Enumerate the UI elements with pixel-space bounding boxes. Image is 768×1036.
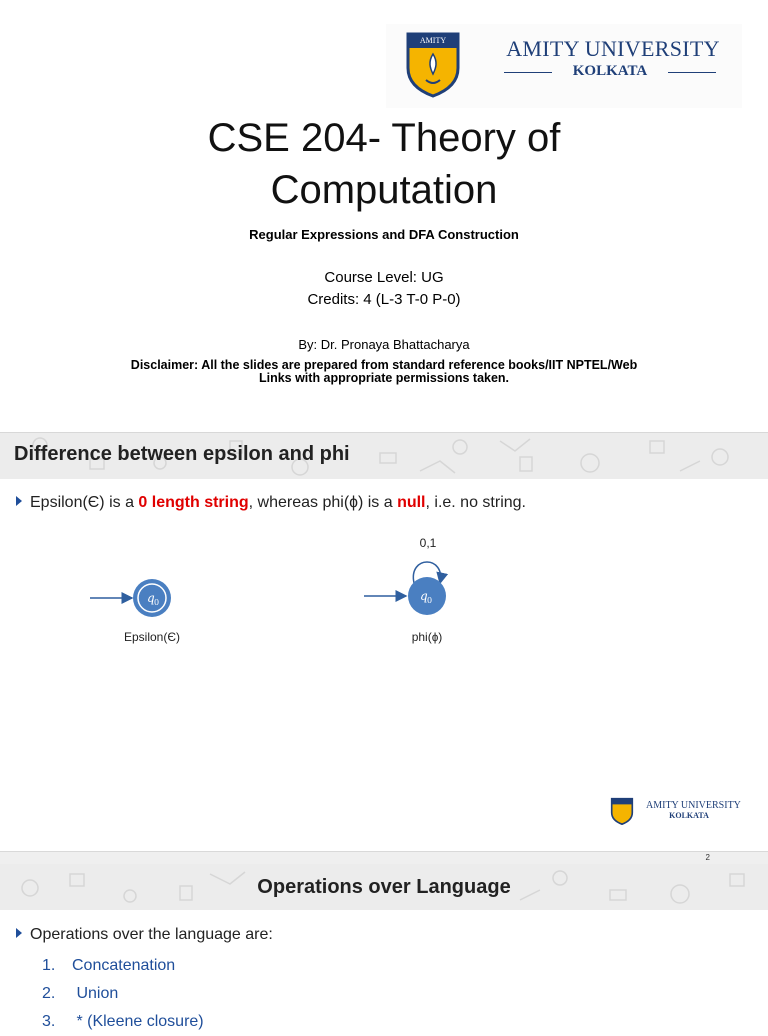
svg-text:q: q: [147, 591, 155, 605]
course-info: [0, 267, 768, 311]
phi-automaton: [364, 536, 446, 644]
automata-diagram: [0, 529, 768, 659]
footer-logo: AMITY UNIVERSITY KOLKATA: [610, 797, 740, 827]
loop-label: 0,1: [419, 536, 437, 550]
slide-title: Operations over Language: [257, 876, 511, 898]
university-campus: KOLKATA: [500, 63, 720, 81]
svg-text:0: 0: [154, 598, 160, 607]
university-name: AMITY UNIVERSITY: [506, 36, 720, 61]
bullet-icon: [16, 496, 22, 506]
epsilon-automaton: [90, 579, 180, 644]
svg-text:q: q: [420, 589, 428, 603]
amity-shield-icon: [610, 797, 634, 825]
amity-shield-icon: [404, 30, 462, 98]
author-line: By: Dr. Pronaya Bhattacharya: [298, 337, 470, 352]
slide-subtitle: Regular Expressions and DFA Construction: [249, 227, 519, 242]
operations-slide: [0, 864, 768, 1030]
slide-header-bar: [0, 433, 768, 479]
phi-caption: phi(ɸ): [411, 630, 443, 644]
list-item: 1. Concatenation: [42, 957, 176, 974]
slide-title: CSE 204- Theory of Computation: [207, 116, 561, 212]
title-slide: [0, 0, 768, 430]
page-number: 2: [705, 853, 710, 862]
course-credits: Credits: 4 (L-3 T-0 P-0): [307, 291, 461, 308]
epsilon-caption: Epsilon(Є): [124, 630, 180, 644]
list-item: 3. * (Kleene closure): [42, 1013, 204, 1030]
operations-list: [42, 952, 204, 1036]
disclaimer: Disclaimer: All the slides are prepared from standard reference books/IIT NPTEL/Web Links with appropriate permissions taken.: [130, 358, 638, 385]
slide-header-bar: [0, 864, 768, 910]
bullet-icon: [16, 928, 22, 938]
bullet-epsilon-phi: Epsilon(Є) is a 0 length string, whereas phi(ɸ) is a null, i.e. no string.: [16, 494, 526, 512]
course-level: Course Level: UG: [324, 269, 444, 286]
slide-title: Difference between epsilon and phi: [14, 443, 350, 465]
svg-text:0: 0: [427, 596, 433, 605]
bullet-operations-intro: Operations over the language are:: [16, 926, 273, 944]
svg-text:AMITY: AMITY: [419, 36, 447, 45]
list-item: 2. Union: [42, 985, 119, 1002]
epsilon-phi-slide: [0, 432, 768, 862]
